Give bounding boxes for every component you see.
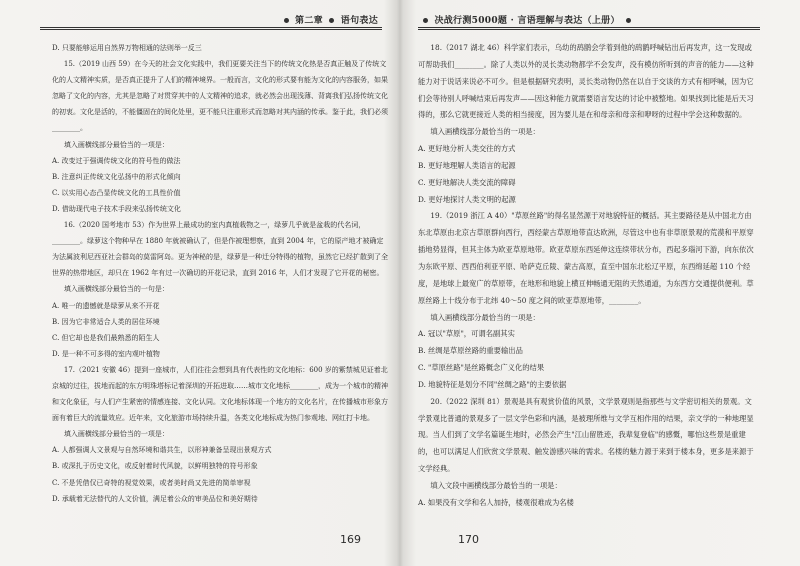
question-20-option: A. 如果没有文学和名人加持，楼观很难成为名楼 <box>418 497 574 507</box>
bullet-icon <box>626 18 631 23</box>
question-17-option: A. 人都强调人文景观与自然环境和谐共生，以形神兼备呈现出景观方式 <box>52 446 272 455</box>
question-16-option: B. 因为它非常适合人类的居住环境 <box>52 317 160 326</box>
question-19-stem: 19.（2019 浙江 A 40）"草原丝路"的得名显然源于对地貌特征的概括。其主要路径是从中国北方由东北草原由北京古草原群向西行，西经蒙古草原地带直达欧洲，尽管这中也有非草原景观的荒漠和平原穿插地势显得，但其主体为欧亚草原地带。欧亚草原东西延伸这连续带状分布，西起多瑙河下游，向东依次为东欧平原、西西伯利亚平原、哈萨克丘陵、蒙古高原，直至中国东北松辽平原，东西绵延超 110 个经度，是地球上最宽广的草原带，在地形和地貌上横亘伸畅通无阻的天然通道，为东西方交通提供便利。草原丝路上十线分布于北纬 40～50 度之间的欧亚草原地带，________。 <box>418 211 754 305</box>
question-18-stem: 18.（2017 湖北 46）科学家们表示，乌幼的鸹鹠会学着到他的鸹鹠呼喊钻出后再发声，这一发现或可帮助我们________。除了人类以外的灵长类动物都学不会发声，没有模仿所听到的声音的能力——这种能力对于说话来说必不可少。但是根据研究表明，灵长类动物仍然在以自于交谈的方式有相呼喊，因为它们会等待别人呼喊结束后再发声——因这种能力就需要语言发达的讨论中被整地。如果找到比能是后天习得的，那么它就更接近人类的相当接度，因为要儿是在和母亲和母亲和咿呀的过程中学会这种数据的。 <box>418 43 754 120</box>
question-20-stem: 20.（2022 深圳 81）景观是具有观赏价值的风景，文学景观则是指那些与文学密切相关的景观。文学景观比普通的景观多了一层文学色彩和内涵，是被理所维与文学互相作用的结果，亲文学的一种地理显现。当人们到了文学名篇诞生地时，必然会产生"江山留胜迹，我辈复登临"的感慨，哪怕这些景是重建的，也可以满足人们欣赏文学景观、触发游感兴味的需求。名楼的魅力源于来到于楼本身，更多是来源于文学经典。 <box>418 396 754 474</box>
question-16-option: A. 唯一的遗憾就是绿萝从来不开花 <box>52 301 160 310</box>
question-16-option: D. 是一种不可多得的室内观叶植物 <box>52 349 160 358</box>
question-19-option: A. 冠以"草原"，可谓名副其实 <box>418 329 515 339</box>
question-15-option: B. 注意纠正传统文化弘扬中的形式化倾向 <box>52 172 181 181</box>
question-15-prompt: 填入画横线部分最恰当的一项是： <box>63 140 169 149</box>
carryover-option: D. 只要能够运用自然界万物相通的法则举一反三 <box>52 44 202 52</box>
right-page-body <box>418 40 756 512</box>
question-19-option: B. 丝绸是草原丝路的重要输出品 <box>418 346 523 356</box>
question-17-stem: 17.（2021 安徽 46）提到一座城市，人们往往会想到具有代表性的文化地标：600 岁的紫禁城见证着北京城的过往，拔地而起的东方明珠塔标记着深圳的开拓进取……城市文化地标________，成为一个城市的精神和文化象征，与人们产生紧密的情感连接、文化认同。文化地标体现一个地方的文化名片，在传播城市形象方面有着巨大的流量效应。近年来，文化旅游市场持续升温，各类文化地标成为热门参观地、网红打卡地。 <box>52 365 388 423</box>
question-19-option: D. 地貌特征是划分不同"丝绸之路"的主要依据 <box>418 379 567 389</box>
question-15-option: A. 改变过于强调传统文化的符号性的做法 <box>52 156 181 165</box>
question-18-prompt: 填入画横线部分最恰当的一项是： <box>430 127 540 137</box>
question-18-option: D. 更好地探讨人类文明的起源 <box>418 194 516 204</box>
question-17-prompt: 填入画横线部分最恰当的一项是： <box>63 430 169 439</box>
question-18-option: C. 更好地解决人类交流的障碍 <box>418 177 516 187</box>
question-16-option: C. 但它却也是我们最熟悉的陌生人 <box>52 333 160 342</box>
question-15-option: D. 借助现代电子技术手段来弘扬传统文化 <box>52 204 181 213</box>
question-15-stem: 15.（2019 山西 59）在今天的社会文化实践中，我们更要关注当下的传统文化热是否真正触及了传统文化的人文精神实质，是否真正提升了人们的精神境界。一般而言，文化的形式要有能为文化的内容服务，如果忽略了文化的内容，尤其是忽略了对贯穿其中的人文精神的追求，就必然会出现浅薄、背离我们弘扬传统文化的初衷。文化是活的，不能僵固在的间化处里，更不能只注重形式而忽略对其内涵的传承。鉴于此，我们必须________。 <box>52 60 388 133</box>
question-16-stem: 16.（2020 国考地市 53）作为世界上最成功的室内真植栽物之一，绿萝几乎就是盆栽的代名词，________。绿萝这个物种早在 1880 年就被确认了，但是作被理想察，直到 2004 年，它的原产地才被确定为法属波利尼西亚社会群岛的莫雷阿岛。更为神秘的是，绿萝是一种迁分特得的植物，虽然它已经扩散到了全世界的热带地区，却只在 1962 年有过一次确切的开花记录，直到 2016 年，人们才发现了它开花的秘密。 <box>52 221 388 278</box>
bullet-icon <box>423 18 428 23</box>
question-20-prompt: 填入文段中画横线部分最恰当的一项是： <box>430 480 562 490</box>
bullet-icon <box>284 18 289 23</box>
question-15-option: C. 以实用心态凸显传统文化的工具性价值 <box>52 188 181 197</box>
question-17-option: B. 或深扎于历史文化，或反射着时代风貌，以鲜明独特的符号形象 <box>52 462 258 471</box>
left-page-number: 169 <box>340 533 361 546</box>
chapter-label: 第二章 <box>295 16 323 26</box>
header-rule <box>418 27 760 30</box>
section-label: 语句表达 <box>340 16 378 26</box>
left-page-header <box>281 13 378 26</box>
left-page-body <box>52 40 390 507</box>
question-16-prompt: 填入画横线部分最恰当的一句是： <box>63 285 169 294</box>
right-page-header <box>420 13 634 26</box>
question-19-option: C. "草原丝路"是丝路概念广义化的结果 <box>418 363 545 373</box>
question-17-option: C. 不是凭借仅已奇特的视觉效果，或者美时尚又先进的简单审视 <box>52 478 251 487</box>
question-19-prompt: 填入画横线部分最恰当的一项是： <box>430 312 540 322</box>
question-17-option: D. 承载着无法替代的人文价值，满足着公众的审美品位和美好期待 <box>52 494 258 503</box>
right-page-number: 170 <box>458 533 479 546</box>
right-page <box>400 0 800 566</box>
question-18-option: B. 更好地理解人类语言的起源 <box>418 160 516 170</box>
book-title: 决战行测5000题 · 言语理解与表达（上册） <box>434 16 620 26</box>
bullet-icon <box>329 18 334 23</box>
question-18-option: A. 更好地分析人类交往的方式 <box>418 144 516 154</box>
header-rule <box>40 27 382 30</box>
